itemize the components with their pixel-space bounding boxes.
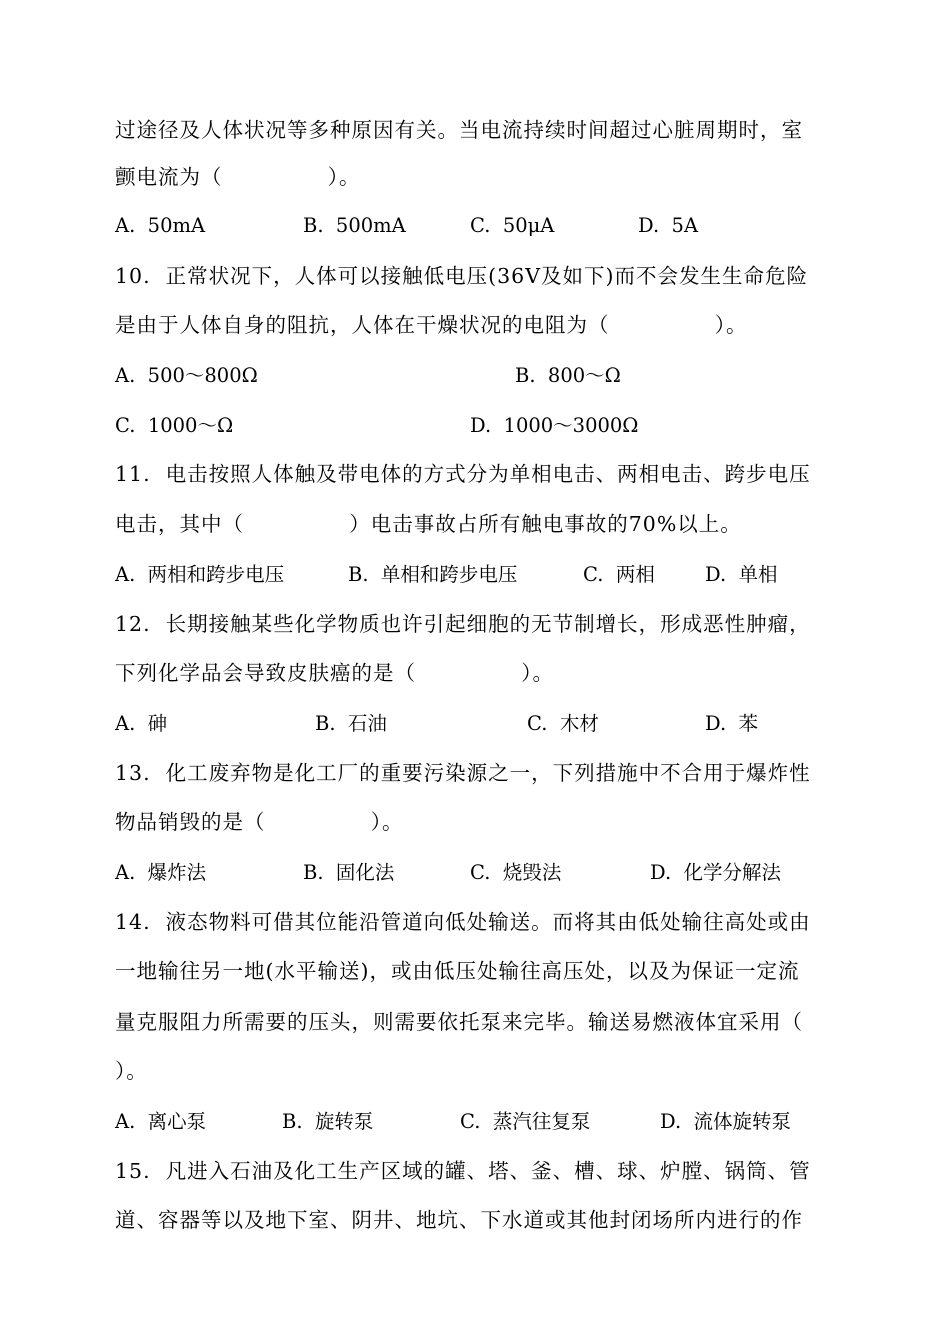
q14-text-line-2: 一地输往另一地(水平输送)，或由低压处输往高压处，以及为保证一定流 bbox=[115, 959, 800, 983]
q10-option-a: A. 500～800Ω bbox=[115, 364, 258, 387]
q13-option-a: A. 爆炸法 bbox=[115, 861, 207, 884]
q13-option-d: D. 化学分解法 bbox=[650, 861, 782, 884]
q12-option-c: C. 木材 bbox=[527, 712, 599, 735]
q14-option-c: C. 蒸汽往复泵 bbox=[460, 1110, 591, 1133]
q11-text-line-2: 电击，其中（ ）电击事故占所有触电事故的70%以上。 bbox=[115, 512, 742, 536]
q12-option-d: D. 苯 bbox=[705, 712, 759, 735]
q9-option-a: A. 50mA bbox=[115, 214, 206, 237]
q12-text-line-2: 下列化学品会导致皮肤癌的是（ ）。 bbox=[115, 661, 554, 685]
q14-option-a: A. 离心泵 bbox=[115, 1110, 207, 1133]
q9-option-b: B. 500mA bbox=[303, 214, 406, 237]
q14-text-line-3: 量克服阻力所需要的压头，则需要依托泵来完毕。输送易燃液体宜采用（ bbox=[115, 1010, 803, 1034]
q11-option-c: C. 两相 bbox=[583, 563, 655, 586]
q9-text-line-2: 颤电流为（ ）。 bbox=[115, 165, 361, 189]
q13-option-b: B. 固化法 bbox=[303, 861, 395, 884]
q13-text-line-1: 13. 化工废弃物是化工厂的重要污染源之一，下列措施中不合用于爆炸性 bbox=[115, 761, 811, 785]
q12-option-a: A. 砷 bbox=[115, 712, 168, 735]
q9-option-c: C. 50μA bbox=[470, 214, 555, 237]
q11-option-a: A. 两相和跨步电压 bbox=[115, 563, 285, 586]
q10-option-d: D. 1000～3000Ω bbox=[470, 414, 639, 437]
q9-option-d: D. 5A bbox=[638, 214, 699, 237]
q12-text-line-1: 12. 长期接触某些化学物质也许引起细胞的无节制增长，形成恶性肿瘤， bbox=[115, 612, 811, 636]
q13-option-c: C. 烧毁法 bbox=[470, 861, 562, 884]
q11-option-b: B. 单相和跨步电压 bbox=[348, 563, 518, 586]
q14-text-line-1: 14. 液态物料可借其位能沿管道向低处输送。而将其由低处输往高处或由 bbox=[115, 910, 811, 934]
q11-option-d: D. 单相 bbox=[705, 563, 778, 586]
q15-text-line-2: 道、容器等以及地下室、阴井、地坑、下水道或其他封闭场所内进行的作 bbox=[115, 1208, 803, 1232]
q10-option-b: B. 800～Ω bbox=[515, 364, 621, 387]
q12-option-b: B. 石油 bbox=[315, 712, 387, 735]
q9-text-line-1: 过途径及人体状况等多种原因有关。当电流持续时间超过心脏周期时，室 bbox=[115, 118, 803, 142]
q10-text-line-1: 10. 正常状况下，人体可以接触低电压(36V及如下)而不会发生生命危险 bbox=[115, 264, 809, 288]
q10-option-c: C. 1000～Ω bbox=[115, 414, 234, 437]
q13-text-line-2: 物品销毁的是（ ）。 bbox=[115, 810, 404, 834]
q11-text-line-1: 11. 电击按照人体触及带电体的方式分为单相电击、两相电击、跨步电压 bbox=[115, 462, 811, 486]
q14-option-d: D. 流体旋转泵 bbox=[660, 1110, 792, 1133]
q14-option-b: B. 旋转泵 bbox=[282, 1110, 374, 1133]
q10-text-line-2: 是由于人体自身的阻抗，人体在干燥状况的电阻为（ ）。 bbox=[115, 313, 748, 337]
q14-text-line-4: ）。 bbox=[115, 1059, 148, 1083]
q15-text-line-1: 15. 凡进入石油及化工生产区域的罐、塔、釜、槽、球、炉膛、锅筒、管 bbox=[115, 1159, 811, 1183]
